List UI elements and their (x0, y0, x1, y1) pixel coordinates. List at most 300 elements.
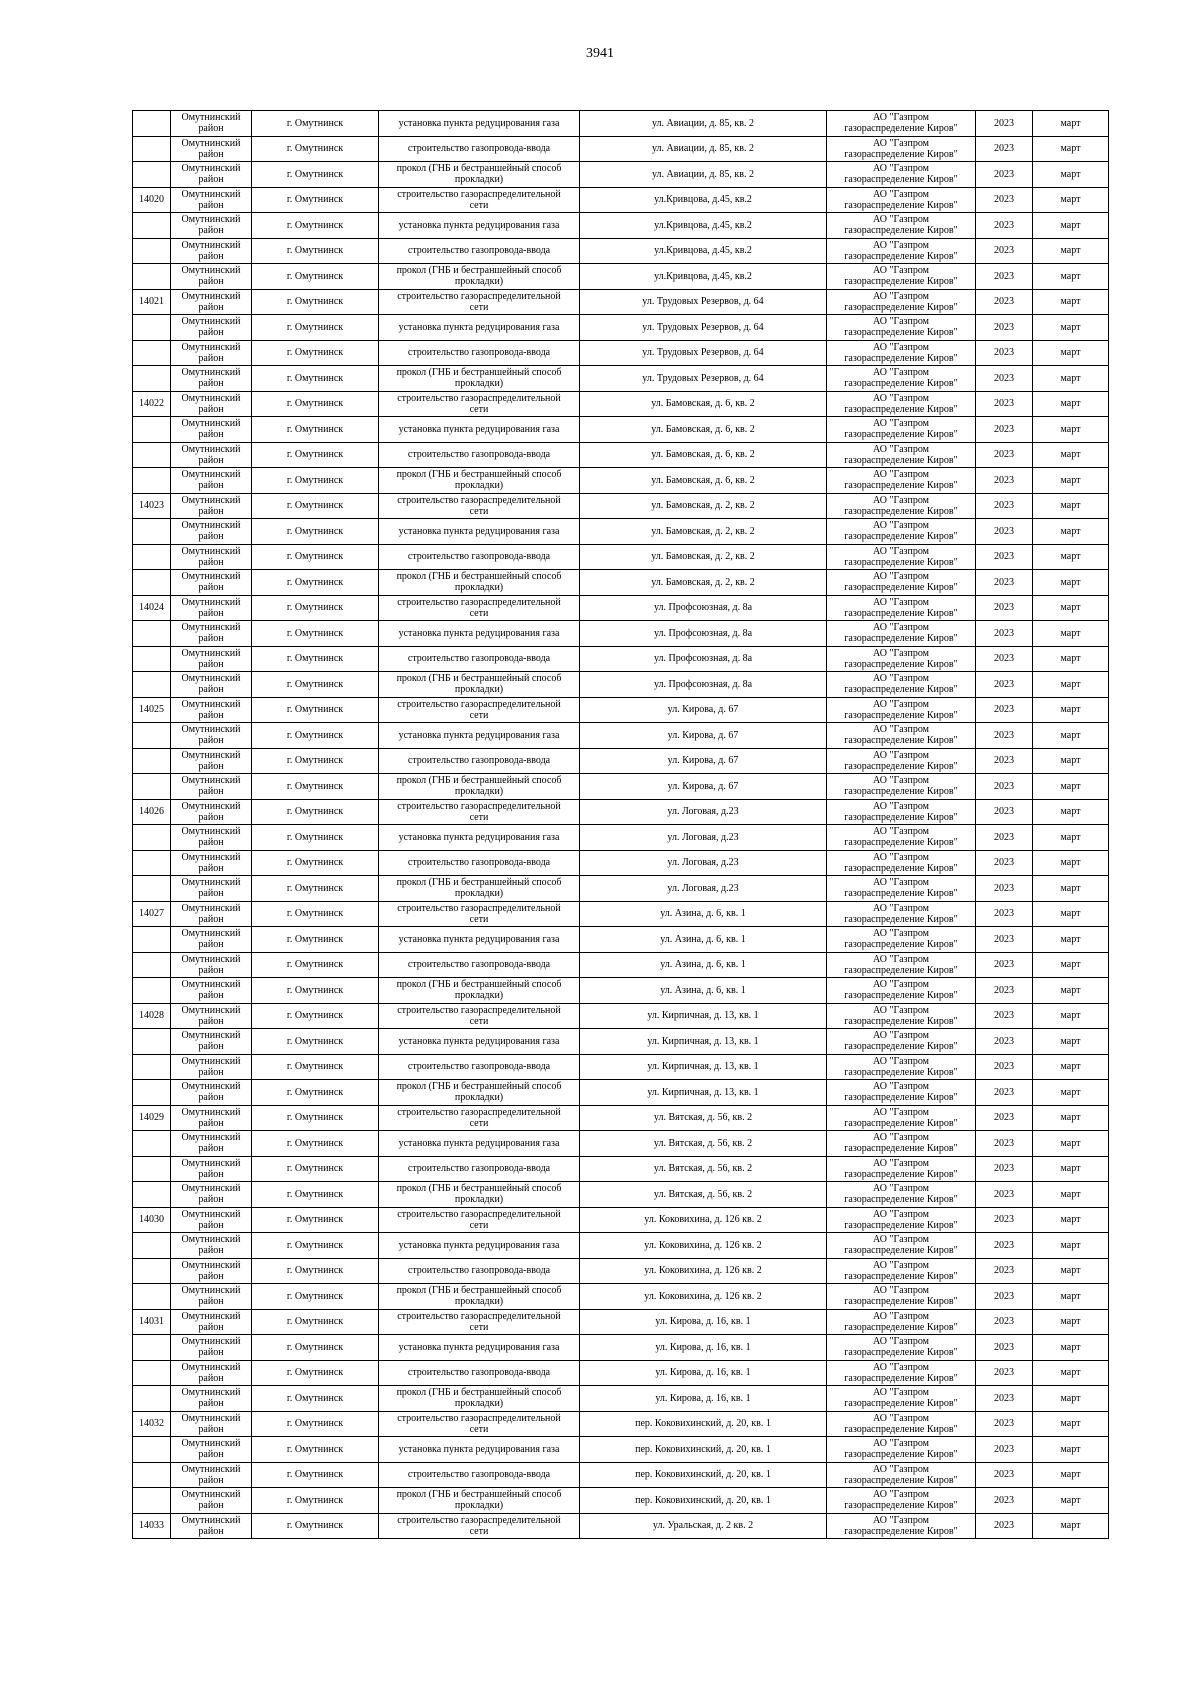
organization-line: газораспределение Киров" (844, 1092, 958, 1104)
organization-line: АО "Газпром (873, 928, 929, 940)
work-type-cell (379, 672, 580, 698)
organization-cell (827, 697, 976, 723)
organization-line: газораспределение Киров" (844, 811, 958, 823)
organization-line: газораспределение Киров" (844, 658, 958, 670)
city-cell: г. Омутнинск (252, 493, 379, 519)
work-type-cell (379, 238, 580, 264)
organization-cell (827, 417, 976, 443)
table-row (133, 672, 1109, 698)
month-cell: март (1033, 1182, 1109, 1208)
city-cell: г. Омутнинск (252, 952, 379, 978)
address-cell: ул. Авиации, д. 85, кв. 2 (580, 162, 827, 188)
district-cell (171, 697, 252, 723)
district-line: район (198, 250, 224, 262)
organization-line: АО "Газпром (873, 1336, 929, 1348)
district-line: район (198, 888, 224, 900)
work-type-line: прокладки) (454, 990, 504, 1002)
organization-line: АО "Газпром (873, 1132, 929, 1144)
district-line: район (198, 658, 224, 670)
address-cell: ул. Бамовская, д. 6, кв. 2 (580, 391, 827, 417)
year-cell: 2023 (976, 493, 1033, 519)
work-type-line: прокладки) (454, 276, 504, 288)
city-cell: г. Омутнинск (252, 570, 379, 596)
month-cell: март (1033, 621, 1109, 647)
district-cell (171, 340, 252, 366)
work-type-line: прокол (ГНБ и бестраншейный способ (396, 1387, 562, 1399)
table-row (133, 493, 1109, 519)
work-type-cell (379, 1309, 580, 1335)
city-cell: г. Омутнинск (252, 1360, 379, 1386)
city-cell: г. Омутнинск (252, 1131, 379, 1157)
organization-cell (827, 1386, 976, 1412)
organization-line: АО "Газпром (873, 494, 929, 506)
city-cell: г. Омутнинск (252, 1386, 379, 1412)
year-cell: 2023 (976, 978, 1033, 1004)
work-type-line: сети (469, 1219, 489, 1231)
year-cell: 2023 (976, 1284, 1033, 1310)
work-type-cell (379, 519, 580, 545)
table-row (133, 111, 1109, 137)
work-type-line: строительство газораспределительной (397, 902, 561, 914)
organization-cell (827, 876, 976, 902)
district-line: Омутнинский (181, 1004, 241, 1016)
year-cell: 2023 (976, 621, 1033, 647)
city-cell: г. Омутнинск (252, 187, 379, 213)
address-cell: ул. Азина, д. 6, кв. 1 (580, 901, 827, 927)
address-cell: пер. Коковихинский, д. 20, кв. 1 (580, 1411, 827, 1437)
table-row (133, 442, 1109, 468)
year-cell: 2023 (976, 391, 1033, 417)
organization-line: АО "Газпром (873, 112, 929, 124)
city-cell: г. Омутнинск (252, 1156, 379, 1182)
organization-line: АО "Газпром (873, 851, 929, 863)
work-type-line: сети (469, 1117, 489, 1129)
organization-line: газораспределение Киров" (844, 1143, 958, 1155)
row-number (133, 1335, 171, 1361)
organization-line: АО "Газпром (873, 673, 929, 685)
month-cell: март (1033, 315, 1109, 341)
district-cell (171, 1156, 252, 1182)
month-cell: март (1033, 187, 1109, 213)
district-line: район (198, 760, 224, 772)
work-type-cell (379, 1411, 580, 1437)
district-line: Омутнинский (181, 163, 241, 175)
organization-cell (827, 264, 976, 290)
work-type-cell (379, 1437, 580, 1463)
work-type-cell (379, 595, 580, 621)
year-cell: 2023 (976, 264, 1033, 290)
organization-line: газораспределение Киров" (844, 148, 958, 160)
organization-line: газораспределение Киров" (844, 888, 958, 900)
row-number (133, 774, 171, 800)
work-type-line: прокол (ГНБ и бестраншейный способ (396, 1081, 562, 1093)
table-row (133, 1386, 1109, 1412)
organization-line: газораспределение Киров" (844, 786, 958, 798)
table-body (133, 111, 1109, 1539)
table-row (133, 774, 1109, 800)
year-cell: 2023 (976, 850, 1033, 876)
year-cell: 2023 (976, 417, 1033, 443)
work-type-line: установка пункта редуцирования газа (398, 831, 560, 843)
year-cell: 2023 (976, 1054, 1033, 1080)
work-type-cell (379, 1233, 580, 1259)
work-type-cell (379, 927, 580, 953)
work-type-line: установка пункта редуцирования газа (398, 321, 560, 333)
district-line: Омутнинский (181, 1183, 241, 1195)
organization-line: АО "Газпром (873, 775, 929, 787)
year-cell: 2023 (976, 1462, 1033, 1488)
address-cell: пер. Коковихинский, д. 20, кв. 1 (580, 1462, 827, 1488)
row-number (133, 340, 171, 366)
organization-cell (827, 340, 976, 366)
organization-cell (827, 238, 976, 264)
district-line: район (198, 123, 224, 135)
district-line: Омутнинский (181, 596, 241, 608)
work-type-line: сети (469, 709, 489, 721)
work-type-cell (379, 1258, 580, 1284)
city-cell: г. Омутнинск (252, 468, 379, 494)
address-cell: ул. Кирова, д. 16, кв. 1 (580, 1335, 827, 1361)
organization-line: АО "Газпром (873, 1259, 929, 1271)
month-cell: март (1033, 289, 1109, 315)
work-type-line: строительство газораспределительной (397, 1514, 561, 1526)
address-cell: ул.Кривцова, д.45, кв.2 (580, 264, 827, 290)
organization-cell (827, 774, 976, 800)
year-cell: 2023 (976, 646, 1033, 672)
district-cell (171, 952, 252, 978)
work-type-cell (379, 646, 580, 672)
organization-line: АО "Газпром (873, 1030, 929, 1042)
district-cell (171, 1182, 252, 1208)
table-row (133, 799, 1109, 825)
organization-cell (827, 1411, 976, 1437)
year-cell: 2023 (976, 1335, 1033, 1361)
organization-line: газораспределение Киров" (844, 327, 958, 339)
district-line: Омутнинский (181, 239, 241, 251)
city-cell: г. Омутнинск (252, 1284, 379, 1310)
district-line: район (198, 939, 224, 951)
district-cell (171, 595, 252, 621)
work-type-cell (379, 544, 580, 570)
organization-cell (827, 825, 976, 851)
month-cell: март (1033, 417, 1109, 443)
row-number: 14024 (133, 595, 171, 621)
month-cell: март (1033, 978, 1109, 1004)
table-row (133, 1182, 1109, 1208)
work-type-line: строительство газораспределительной (397, 698, 561, 710)
row-number (133, 1029, 171, 1055)
work-type-line: строительство газораспределительной (397, 1412, 561, 1424)
organization-cell (827, 136, 976, 162)
work-type-cell (379, 1513, 580, 1539)
year-cell: 2023 (976, 366, 1033, 392)
month-cell: март (1033, 1335, 1109, 1361)
city-cell: г. Омутнинск (252, 315, 379, 341)
address-cell: ул. Коковихина, д. 126 кв. 2 (580, 1233, 827, 1259)
work-type-cell (379, 1131, 580, 1157)
district-line: район (198, 429, 224, 441)
work-type-line: установка пункта редуцирования газа (398, 729, 560, 741)
table-row (133, 952, 1109, 978)
district-cell (171, 1003, 252, 1029)
work-type-cell (379, 723, 580, 749)
address-cell: ул. Бамовская, д. 2, кв. 2 (580, 570, 827, 596)
row-number (133, 315, 171, 341)
city-cell: г. Омутнинск (252, 1335, 379, 1361)
month-cell: март (1033, 1284, 1109, 1310)
organization-line: газораспределение Киров" (844, 1372, 958, 1384)
work-type-line: прокол (ГНБ и бестраншейный способ (396, 673, 562, 685)
work-type-cell (379, 1003, 580, 1029)
row-number (133, 264, 171, 290)
row-number (133, 519, 171, 545)
district-line: Омутнинский (181, 1438, 241, 1450)
work-type-cell (379, 774, 580, 800)
work-type-cell (379, 442, 580, 468)
work-type-line: сети (469, 607, 489, 619)
address-cell: ул. Логовая, д.23 (580, 876, 827, 902)
district-line: район (198, 1372, 224, 1384)
row-number (133, 646, 171, 672)
organization-line: газораспределение Киров" (844, 1270, 958, 1282)
organization-line: газораспределение Киров" (844, 1194, 958, 1206)
work-type-cell (379, 748, 580, 774)
district-line: Омутнинский (181, 545, 241, 557)
table-row (133, 187, 1109, 213)
district-line: Омутнинский (181, 749, 241, 761)
organization-line: газораспределение Киров" (844, 505, 958, 517)
district-cell (171, 646, 252, 672)
month-cell: март (1033, 646, 1109, 672)
row-number (133, 213, 171, 239)
work-type-cell (379, 366, 580, 392)
month-cell: март (1033, 1462, 1109, 1488)
city-cell: г. Омутнинск (252, 544, 379, 570)
organization-line: АО "Газпром (873, 724, 929, 736)
work-type-cell (379, 391, 580, 417)
district-line: Омутнинский (181, 1387, 241, 1399)
city-cell: г. Омутнинск (252, 1207, 379, 1233)
work-type-line: установка пункта редуцирования газа (398, 1443, 560, 1455)
district-line: Омутнинский (181, 1157, 241, 1169)
work-type-cell (379, 850, 580, 876)
month-cell: март (1033, 1386, 1109, 1412)
organization-cell (827, 748, 976, 774)
table-row (133, 366, 1109, 392)
district-line: Омутнинский (181, 724, 241, 736)
organization-line: газораспределение Киров" (844, 531, 958, 543)
year-cell: 2023 (976, 748, 1033, 774)
district-line: Омутнинский (181, 800, 241, 812)
city-cell: г. Омутнинск (252, 366, 379, 392)
district-cell (171, 519, 252, 545)
work-type-cell (379, 340, 580, 366)
address-cell: ул. Логовая, д.23 (580, 799, 827, 825)
organization-line: газораспределение Киров" (844, 250, 958, 262)
district-line: Омутнинский (181, 392, 241, 404)
organization-line: АО "Газпром (873, 1514, 929, 1526)
row-number (133, 927, 171, 953)
work-type-cell (379, 1207, 580, 1233)
table-row (133, 723, 1109, 749)
work-type-line: строительство газопровода-ввода (407, 551, 551, 563)
district-line: Омутнинский (181, 1412, 241, 1424)
organization-line: газораспределение Киров" (844, 174, 958, 186)
address-cell: ул. Бамовская, д. 6, кв. 2 (580, 442, 827, 468)
organization-cell (827, 1488, 976, 1514)
district-cell (171, 1258, 252, 1284)
month-cell: март (1033, 1411, 1109, 1437)
row-number (133, 1131, 171, 1157)
district-cell (171, 1488, 252, 1514)
organization-line: АО "Газпром (873, 520, 929, 532)
city-cell: г. Омутнинск (252, 1105, 379, 1131)
work-type-cell (379, 468, 580, 494)
table-row (133, 264, 1109, 290)
month-cell: март (1033, 723, 1109, 749)
city-cell: г. Омутнинск (252, 238, 379, 264)
organization-line: газораспределение Киров" (844, 1500, 958, 1512)
district-line: район (198, 531, 224, 543)
district-cell (171, 162, 252, 188)
district-cell (171, 799, 252, 825)
address-cell: ул. Азина, д. 6, кв. 1 (580, 952, 827, 978)
district-line: район (198, 225, 224, 237)
district-line: район (198, 1321, 224, 1333)
year-cell: 2023 (976, 136, 1033, 162)
district-line: район (198, 1194, 224, 1206)
organization-line: АО "Газпром (873, 316, 929, 328)
work-type-cell (379, 952, 580, 978)
row-number: 14020 (133, 187, 171, 213)
table-row (133, 825, 1109, 851)
district-cell (171, 1029, 252, 1055)
row-number (133, 1233, 171, 1259)
organization-cell (827, 927, 976, 953)
district-line: Омутнинский (181, 622, 241, 634)
organization-line: АО "Газпром (873, 953, 929, 965)
district-cell (171, 468, 252, 494)
row-number: 14021 (133, 289, 171, 315)
organization-line: АО "Газпром (873, 1438, 929, 1450)
organization-line: АО "Газпром (873, 545, 929, 557)
organization-line: АО "Газпром (873, 1361, 929, 1373)
district-line: район (198, 990, 224, 1002)
address-cell: ул. Уральская, д. 2 кв. 2 (580, 1513, 827, 1539)
district-line: Омутнинский (181, 1514, 241, 1526)
organization-line: АО "Газпром (873, 1055, 929, 1067)
month-cell: март (1033, 1003, 1109, 1029)
district-cell (171, 187, 252, 213)
organization-line: АО "Газпром (873, 596, 929, 608)
organization-cell (827, 850, 976, 876)
month-cell: март (1033, 825, 1109, 851)
work-type-cell (379, 1054, 580, 1080)
work-type-line: установка пункта редуцирования газа (398, 1137, 560, 1149)
row-number (133, 238, 171, 264)
table-row (133, 340, 1109, 366)
row-number: 14030 (133, 1207, 171, 1233)
city-cell: г. Омутнинск (252, 646, 379, 672)
district-cell (171, 493, 252, 519)
work-type-line: прокол (ГНБ и бестраншейный способ (396, 1489, 562, 1501)
district-line: район (198, 1525, 224, 1537)
organization-line: газораспределение Киров" (844, 1398, 958, 1410)
work-type-line: прокол (ГНБ и бестраншейный способ (396, 979, 562, 991)
row-number (133, 1080, 171, 1106)
work-type-line: прокол (ГНБ и бестраншейный способ (396, 163, 562, 175)
row-number: 14029 (133, 1105, 171, 1131)
district-line: район (198, 1245, 224, 1257)
row-number (133, 366, 171, 392)
district-line: Омутнинский (181, 214, 241, 226)
address-cell: ул. Трудовых Резервов, д. 64 (580, 315, 827, 341)
month-cell: март (1033, 1207, 1109, 1233)
month-cell: март (1033, 1360, 1109, 1386)
city-cell: г. Омутнинск (252, 799, 379, 825)
year-cell: 2023 (976, 1513, 1033, 1539)
organization-line: газораспределение Киров" (844, 454, 958, 466)
table-row (133, 391, 1109, 417)
district-line: район (198, 735, 224, 747)
row-number (133, 952, 171, 978)
district-cell (171, 1462, 252, 1488)
month-cell: март (1033, 1029, 1109, 1055)
work-type-cell (379, 1080, 580, 1106)
work-type-cell (379, 1105, 580, 1131)
month-cell: март (1033, 1513, 1109, 1539)
address-cell: пер. Коковихинский, д. 20, кв. 1 (580, 1437, 827, 1463)
work-type-line: строительство газопровода-ввода (407, 1469, 551, 1481)
city-cell: г. Омутнинск (252, 391, 379, 417)
organization-line: газораспределение Киров" (844, 990, 958, 1002)
district-line: Омутнинский (181, 1208, 241, 1220)
district-line: район (198, 1219, 224, 1231)
organization-line: газораспределение Киров" (844, 709, 958, 721)
row-number (133, 1462, 171, 1488)
organization-line: АО "Газпром (873, 239, 929, 251)
organization-cell (827, 1003, 976, 1029)
year-cell: 2023 (976, 238, 1033, 264)
district-line: Омутнинский (181, 571, 241, 583)
month-cell: март (1033, 1080, 1109, 1106)
row-number (133, 1182, 171, 1208)
month-cell: март (1033, 264, 1109, 290)
month-cell: март (1033, 799, 1109, 825)
city-cell: г. Омутнинск (252, 1488, 379, 1514)
district-line: район (198, 837, 224, 849)
table-row (133, 1513, 1109, 1539)
address-cell: ул. Кирова, д. 67 (580, 774, 827, 800)
work-type-cell (379, 901, 580, 927)
district-line: Омутнинский (181, 265, 241, 277)
district-line: район (198, 505, 224, 517)
organization-line: газораспределение Киров" (844, 1168, 958, 1180)
city-cell: г. Омутнинск (252, 264, 379, 290)
year-cell: 2023 (976, 544, 1033, 570)
district-cell (171, 825, 252, 851)
work-type-line: прокладки) (454, 480, 504, 492)
month-cell: март (1033, 111, 1109, 137)
year-cell: 2023 (976, 1003, 1033, 1029)
work-type-line: прокол (ГНБ и бестраншейный способ (396, 265, 562, 277)
work-type-line: прокладки) (454, 1296, 504, 1308)
table-row (133, 544, 1109, 570)
work-type-line: строительство газопровода-ввода (407, 347, 551, 359)
address-cell: ул. Трудовых Резервов, д. 64 (580, 366, 827, 392)
month-cell: март (1033, 1437, 1109, 1463)
district-cell (171, 264, 252, 290)
